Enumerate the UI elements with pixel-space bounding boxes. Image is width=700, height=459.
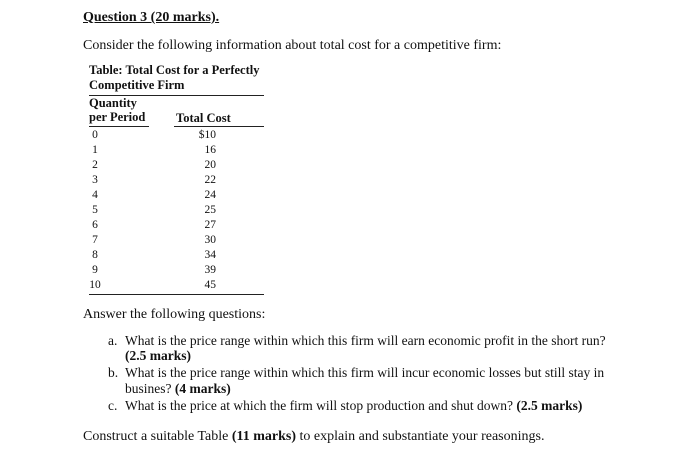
question-b-line2: busines? bbox=[125, 381, 175, 396]
table-caption bbox=[89, 63, 269, 93]
qty-cell: 0 bbox=[92, 129, 98, 141]
question-a-marks: (2.5 marks) bbox=[125, 348, 191, 363]
table-caption-line1: Table: Total Cost for a Perfectly bbox=[89, 63, 260, 77]
total-cost-cell: 20 bbox=[204, 159, 216, 171]
intro-text: Consider the following information about total cost for a competitive firm: bbox=[83, 38, 502, 53]
qty-cell: 3 bbox=[92, 174, 98, 186]
question-c-label: c. bbox=[108, 398, 118, 413]
question-c-line bbox=[125, 398, 582, 414]
quantity-header-rule bbox=[89, 126, 149, 127]
closing-marks: (11 marks) bbox=[231, 429, 297, 444]
qty-cell: 6 bbox=[92, 219, 98, 231]
qty-cell: 9 bbox=[92, 264, 98, 276]
question-b-text: What is the price range within which this firm will incur economic losses but still stay in bbox=[125, 365, 605, 380]
table-caption-line2: Competitive Firm bbox=[89, 78, 185, 92]
answer-intro: Answer the following questions: bbox=[83, 307, 266, 322]
question-b-continuation bbox=[125, 381, 231, 397]
question-c-text: What is the price at which the firm will stop production and shut down? bbox=[125, 398, 517, 413]
total-cost-cell: 34 bbox=[204, 249, 216, 261]
total-cost-cell: 16 bbox=[204, 144, 216, 156]
quantity-header-line2: per Period bbox=[89, 110, 146, 124]
closing-before: Construct a suitable Table bbox=[83, 429, 232, 444]
quantity-column-header bbox=[89, 96, 145, 124]
closing-after: to explain and substantiate your reasonings. bbox=[296, 429, 545, 444]
question-a-label: a. bbox=[108, 333, 118, 348]
total-cost-header-rule bbox=[174, 126, 264, 127]
question-b-label: b. bbox=[108, 365, 119, 380]
total-cost-cell: 39 bbox=[204, 264, 216, 276]
quantity-header-line1: Quantity bbox=[89, 96, 137, 110]
qty-cell: 2 bbox=[92, 159, 98, 171]
qty-cell: 10 bbox=[89, 279, 101, 291]
qty-cell: 1 bbox=[92, 144, 98, 156]
total-cost-cell: $10 bbox=[198, 129, 216, 141]
total-cost-cell: 30 bbox=[204, 234, 216, 246]
total-cost-column-header: Total Cost bbox=[176, 111, 231, 125]
qty-cell: 7 bbox=[92, 234, 98, 246]
total-cost-cell: 22 bbox=[204, 174, 216, 186]
closing-instruction bbox=[83, 429, 544, 445]
total-cost-cell: 24 bbox=[204, 189, 216, 201]
total-cost-cell: 27 bbox=[204, 219, 216, 231]
table-bottom-rule bbox=[89, 294, 264, 295]
total-cost-cell: 45 bbox=[204, 279, 216, 291]
question-c-marks: (2.5 marks) bbox=[516, 398, 583, 413]
question-heading: Question 3 (20 marks). bbox=[83, 10, 220, 25]
qty-cell: 4 bbox=[92, 189, 98, 201]
qty-cell: 8 bbox=[92, 249, 98, 261]
total-cost-cell: 25 bbox=[204, 204, 216, 216]
question-b-marks: (4 marks) bbox=[174, 381, 231, 396]
question-a-text: What is the price range within which this firm will earn economic profit in the short run? bbox=[125, 333, 606, 348]
qty-cell: 5 bbox=[92, 204, 98, 216]
